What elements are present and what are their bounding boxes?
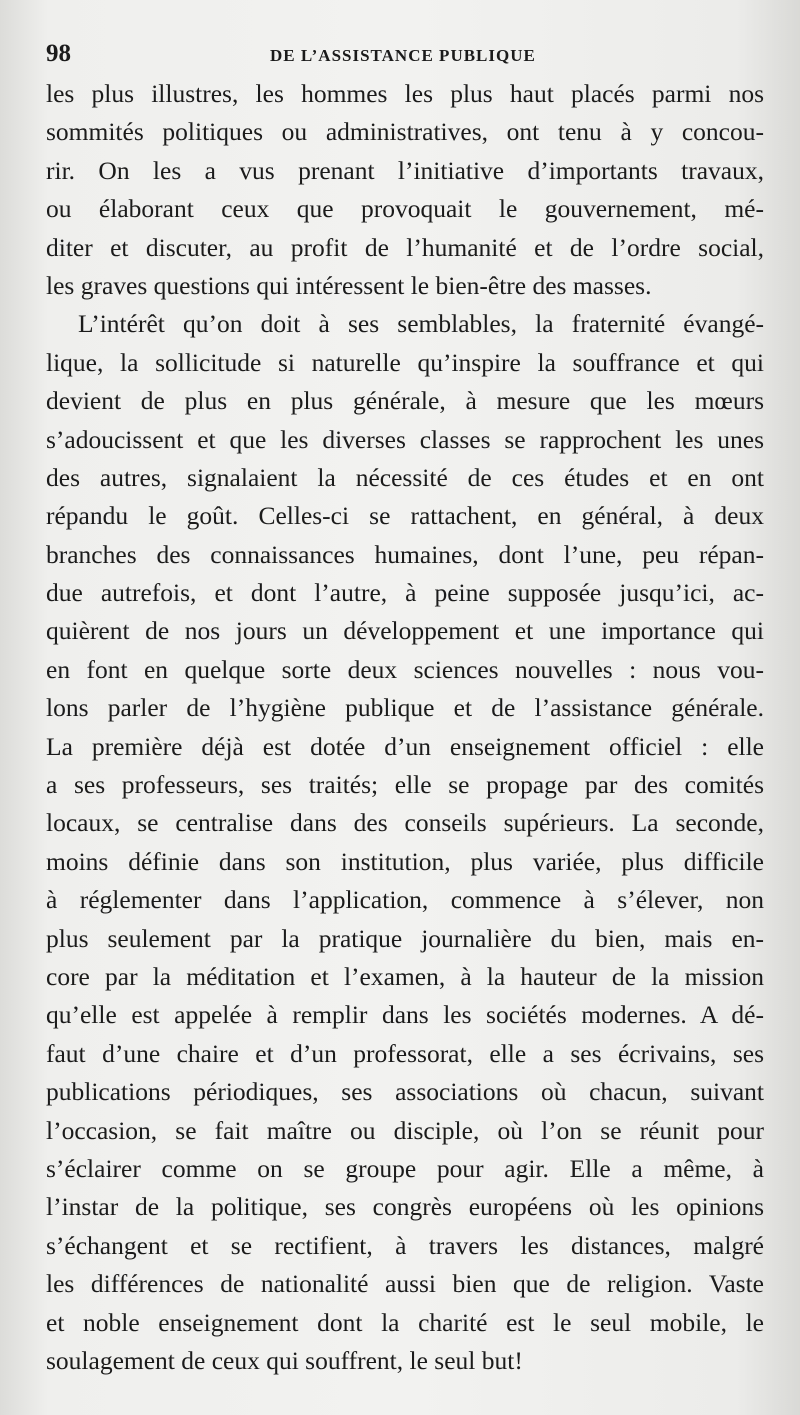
text-line: à réglementer dans l’application, commence à s’élever, non (46, 885, 764, 915)
text-line: et noble enseignement dont la charité est le seul mobile, le (46, 1307, 764, 1337)
text-line: due autrefois, et dont l’autre, à peine supposée jusqu’ici, ac- (46, 578, 764, 608)
text-line: lique, la sollicitude si naturelle qu’inspire la souffrance et qui (46, 347, 764, 377)
text-line: rir. On les a vus prenant l’initiative d’importants travaux, (46, 155, 764, 185)
text-line: plus seulement par la pratique journalière du bien, mais en- (46, 923, 764, 953)
text-line: des autres, signalaient la nécessité de ces études et en ont (46, 462, 764, 492)
text-line: qu’elle est appelée à remplir dans les sociétés modernes. A dé- (46, 1000, 764, 1030)
text-line: locaux, se centralise dans des conseils supérieurs. La seconde, (46, 808, 764, 838)
text-line: moins définie dans son institution, plus variée, plus difficile (46, 846, 764, 876)
text-line: les graves questions qui intéressent le bien-être des masses. (46, 270, 652, 300)
text-line: s’échangent et se rectifient, à travers les distances, malgré (46, 1230, 764, 1260)
running-head: DE L’ASSISTANCE PUBLIQUE (270, 46, 536, 65)
text-line: répandu le goût. Celles-ci se rattachent, en général, à deux (46, 501, 764, 531)
text-line: l’instar de la politique, ses congrès européens où les opinions (46, 1192, 764, 1222)
text-line: a ses professeurs, ses traités; elle se propage par des comités (46, 770, 764, 800)
body-text (46, 75, 764, 1380)
text-line: faut d’une chaire et d’un professorat, elle a ses écrivains, ses (46, 1038, 764, 1068)
text-line: en font en quelque sorte deux sciences nouvelles : nous vou- (46, 654, 764, 684)
text-line: La première déjà est dotée d’un enseignement officiel : elle (46, 731, 764, 761)
text-line: quièrent de nos jours un développement et une importance qui (46, 616, 764, 646)
text-line: branches des connaissances humaines, dont l’une, peu répan- (46, 539, 764, 569)
text-line: les plus illustres, les hommes les plus haut placés parmi nos (46, 79, 764, 108)
page-header (46, 38, 766, 78)
text-line: core par la méditation et l’examen, à la hauteur de la mission (46, 961, 764, 991)
text-line: s’éclairer comme on se groupe pour agir. Elle a même, à (46, 1153, 764, 1183)
text-line: l’occasion, se fait maître ou disciple, où l’on se réunit pour (46, 1115, 764, 1145)
text-line: lons parler de l’hygiène publique et de l’assistance générale. (46, 693, 764, 723)
text-line: les différences de nationalité aussi bien que de religion. Vaste (46, 1269, 764, 1299)
text-line: soulagement de ceux qui souffrent, le seul but! (46, 1345, 523, 1375)
text-line: ou élaborant ceux que provoquait le gouvernement, mé- (46, 194, 764, 224)
text-line: s’adoucissent et que les diverses classes se rapprochent les unes (46, 424, 764, 454)
text-line: diter et discuter, au profit de l’humanité et de l’ordre social, (46, 232, 764, 262)
page-number: 98 (46, 40, 71, 67)
text-line: sommités politiques ou administratives, ont tenu à y concou- (46, 117, 764, 147)
text-line: devient de plus en plus générale, à mesure que les mœurs (46, 386, 764, 416)
text-line: L’intérêt qu’on doit à ses semblables, la fraternité évangé- (78, 309, 764, 339)
text-line: publications périodiques, ses associations où chacun, suivant (46, 1077, 764, 1107)
